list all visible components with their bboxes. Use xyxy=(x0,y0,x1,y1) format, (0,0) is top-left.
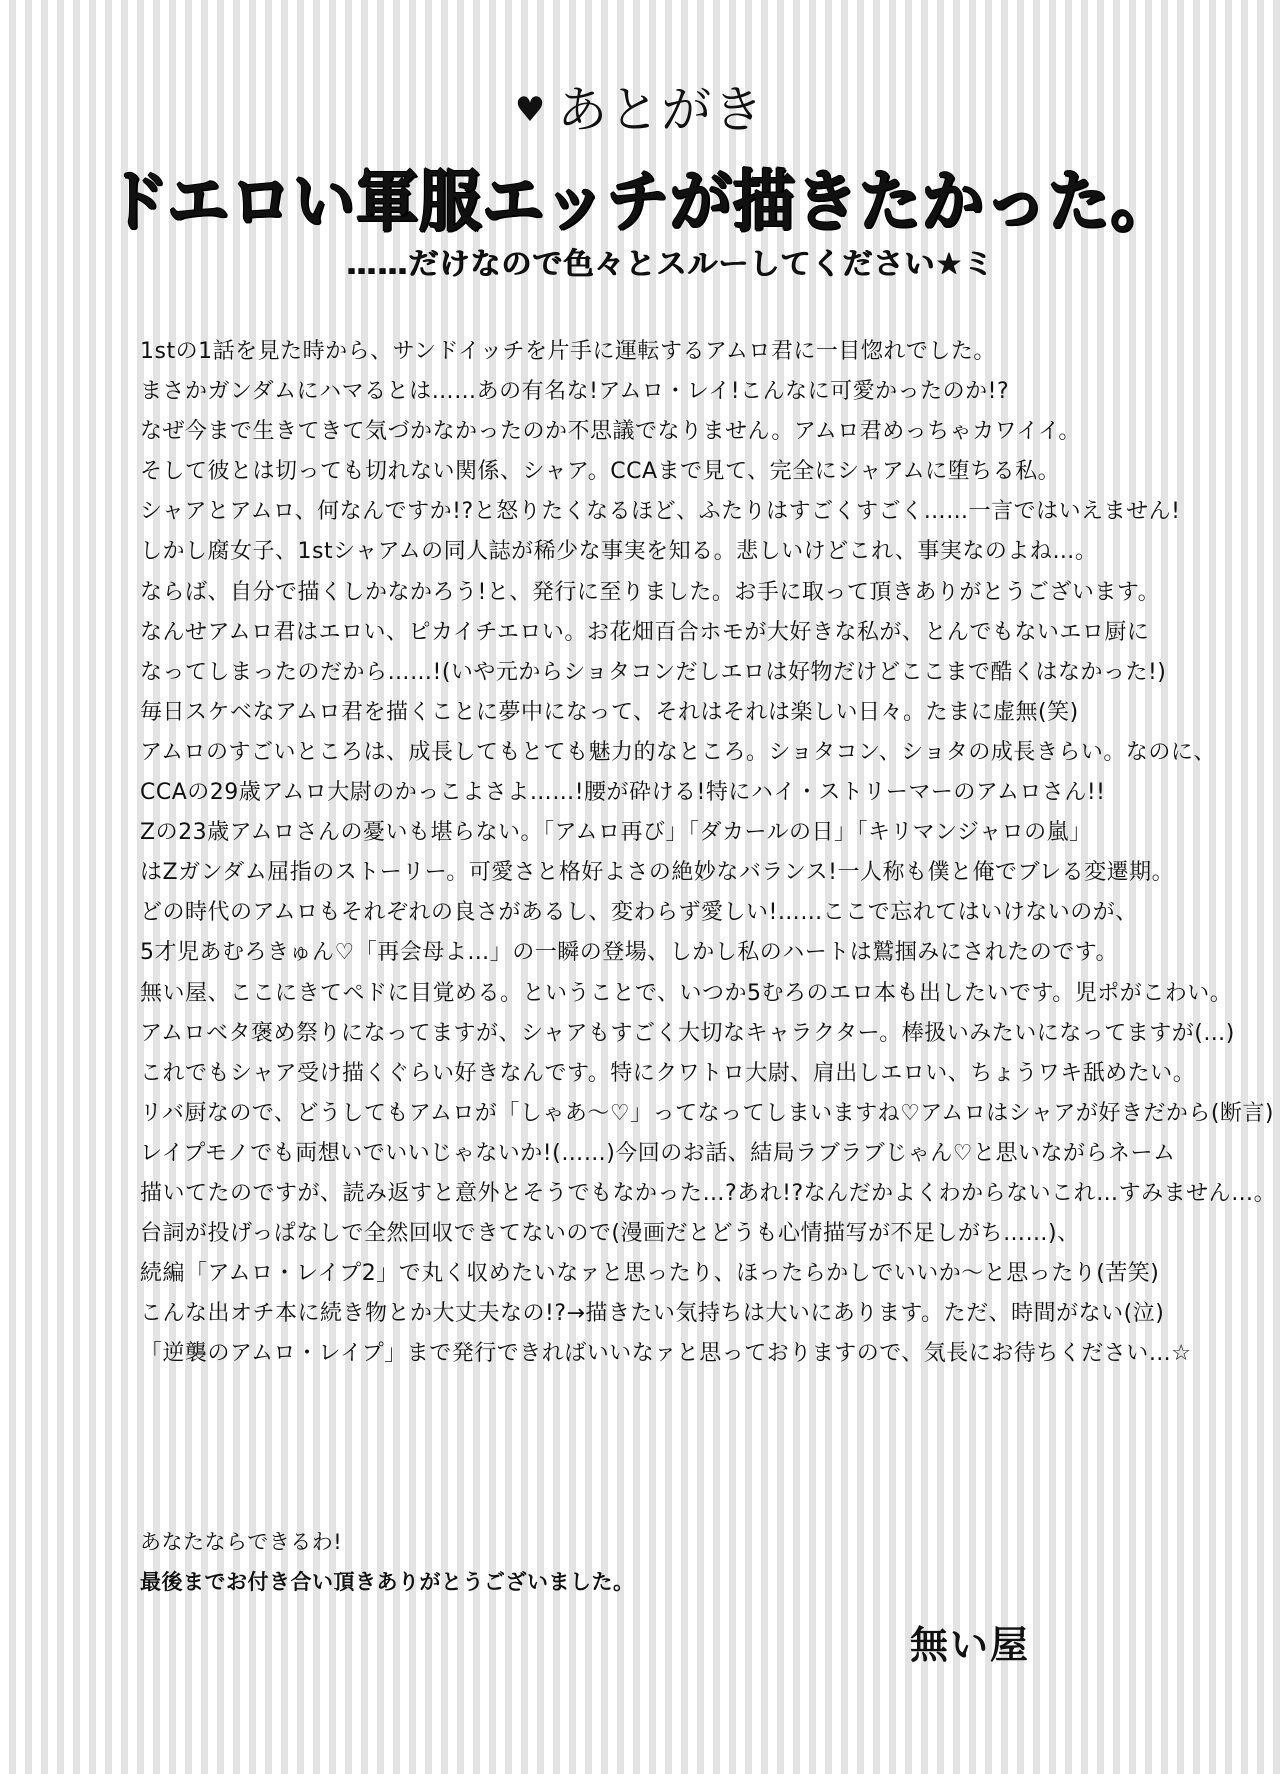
body-line: 5才児あむろきゅん♡「再会母よ…」の一瞬の登場、しかし私のハートは鷲掴みにされたのです。 xyxy=(140,940,1118,966)
body-line: リバ厨なので、どうしてもアムロが「しゃあ〜♡」ってなってしまいますね♡アムロはシャアが好きだから(断言) xyxy=(140,1100,1274,1126)
body-line: レイプモノでも両想いでいいじゃないか!(……)今回のお話、結局ラブラブじゃん♡と思いながらネーム xyxy=(140,1140,1176,1166)
closing-text xyxy=(140,1522,940,1602)
page-title: ドエロい軍服エッチが描きたかった。 xyxy=(106,162,1174,241)
body-line: そして彼とは切っても切れない関係、シャア。CCAまで見て、完全にシャアムに堕ちる私。 xyxy=(140,459,1061,485)
body-line: シャアとアムロ、何なんですか!?と怒りたくなるほど、ふたりはすごくすごく……一言ではいえません! xyxy=(140,499,1181,525)
heart-icon: ♥ xyxy=(514,89,548,130)
body-line: 台詞が投げっぱなしで全然回収できてないので(漫画だとどうも心情描写が不足しがち……)、 xyxy=(140,1221,1080,1247)
closing-line: あなたならできるわ! xyxy=(140,1530,343,1554)
body-line: 続編「アムロ・レイプ2」で丸く収めたいなァと思ったり、ほったらかしでいいか〜と思ったり(苦笑) xyxy=(140,1261,1160,1287)
body-line: ならば、自分で描くしかなかろう!と、発行に至りました。お手に取って頂きありがとうございます。 xyxy=(140,579,1161,605)
body-line: まさかガンダムにハマるとは……あの有名な!アムロ・レイ!こんなに可愛かったのか!? xyxy=(140,379,1010,405)
body-line: なんせアムロ君はエロい、ピカイチエロい。お花畑百合ホモが大好きな私が、とんでもないエロ厨に xyxy=(140,619,1150,645)
body-line: これでもシャア受け描くぐらい好きなんです。特にクワトロ大尉、肩出しエロい、ちょうワキ舐めたい。 xyxy=(140,1060,1196,1086)
afterword-heading xyxy=(0,70,1280,154)
body-line: 「逆襲のアムロ・レイプ」まで発行できればいいなァと思っておりますので、気長にお待ちください…☆ xyxy=(140,1341,1192,1367)
body-line: なぜ今まで生きてきて気づかなかったのか不思議でなりません。アムロ君めっちゃカワイイ。 xyxy=(140,419,1081,445)
body-line: こんな出オチ本に続き物とか大丈夫なの!?→描きたい気持ちは大いにあります。ただ、時間がない(泣) xyxy=(140,1301,1165,1327)
body-line: 描いてたのですが、読み返すと意外とそうでもなかった…?あれ!?なんだかよくわからないこれ…すみません…。 xyxy=(140,1180,1277,1206)
body-line: 1stの1話を見た時から、サンドイッチを片手に運転するアムロ君に一目惚れでした。 xyxy=(140,339,996,364)
author-signature: 無い屋 xyxy=(910,1623,1031,1667)
body-line: はZガンダム屈指のストーリー。可愛さと格好よさの絶妙なバランス!一人称も僕と俺でブレる変遷期。 xyxy=(140,860,1175,886)
heading-text: あとがき xyxy=(557,81,766,139)
body-line: どの時代のアムロもそれぞれの良さがあるし、変わらず愛しい!……ここで忘れてはいけないのが、 xyxy=(140,900,1138,926)
body-line: 毎日スケベなアムロ君を描くことに夢中になって、それはそれは楽しい日々。たまに虚無(笑) xyxy=(140,699,1079,725)
body-line: Zの23歳アムロさんの憂いも堪らない。「アムロ再び」「ダカールの日」「キリマンジャロの嵐」 xyxy=(140,820,1092,846)
closing-line: 最後までお付き合い頂きありがとうございました。 xyxy=(140,1570,635,1595)
body-line: 無い屋、ここにきてペドに目覚める。ということで、いつか5むろのエロ本も出したいです。児ポがこわい。 xyxy=(140,980,1233,1006)
body-line: CCAの29歳アムロ大尉のかっこよさよ……!腰が砕ける!特にハイ・ストリーマーのアムロさん!! xyxy=(140,780,1106,806)
page-subtitle: ……だけなので色々とスルーしてください★ミ xyxy=(346,247,994,282)
body-line: なってしまったのだから……!(いや元からショタコンだしエロは好物だけどここまで酷くはなかった!) xyxy=(140,659,1167,685)
body-line: アムロのすごいところは、成長してもとても魅力的なところ。ショタコン、ショタの成長きらい。なのに、 xyxy=(140,739,1216,765)
body-line: アムロベタ褒め祭りになってますが、シャアもすごく大切なキャラクター。棒扱いみたいになってますが(…) xyxy=(140,1020,1235,1046)
body-text xyxy=(140,332,1277,1374)
body-line: しかし腐女子、1stシャアムの同人誌が稀少な事実を知る。悲しいけどこれ、事実なのよね…。 xyxy=(140,539,1098,565)
